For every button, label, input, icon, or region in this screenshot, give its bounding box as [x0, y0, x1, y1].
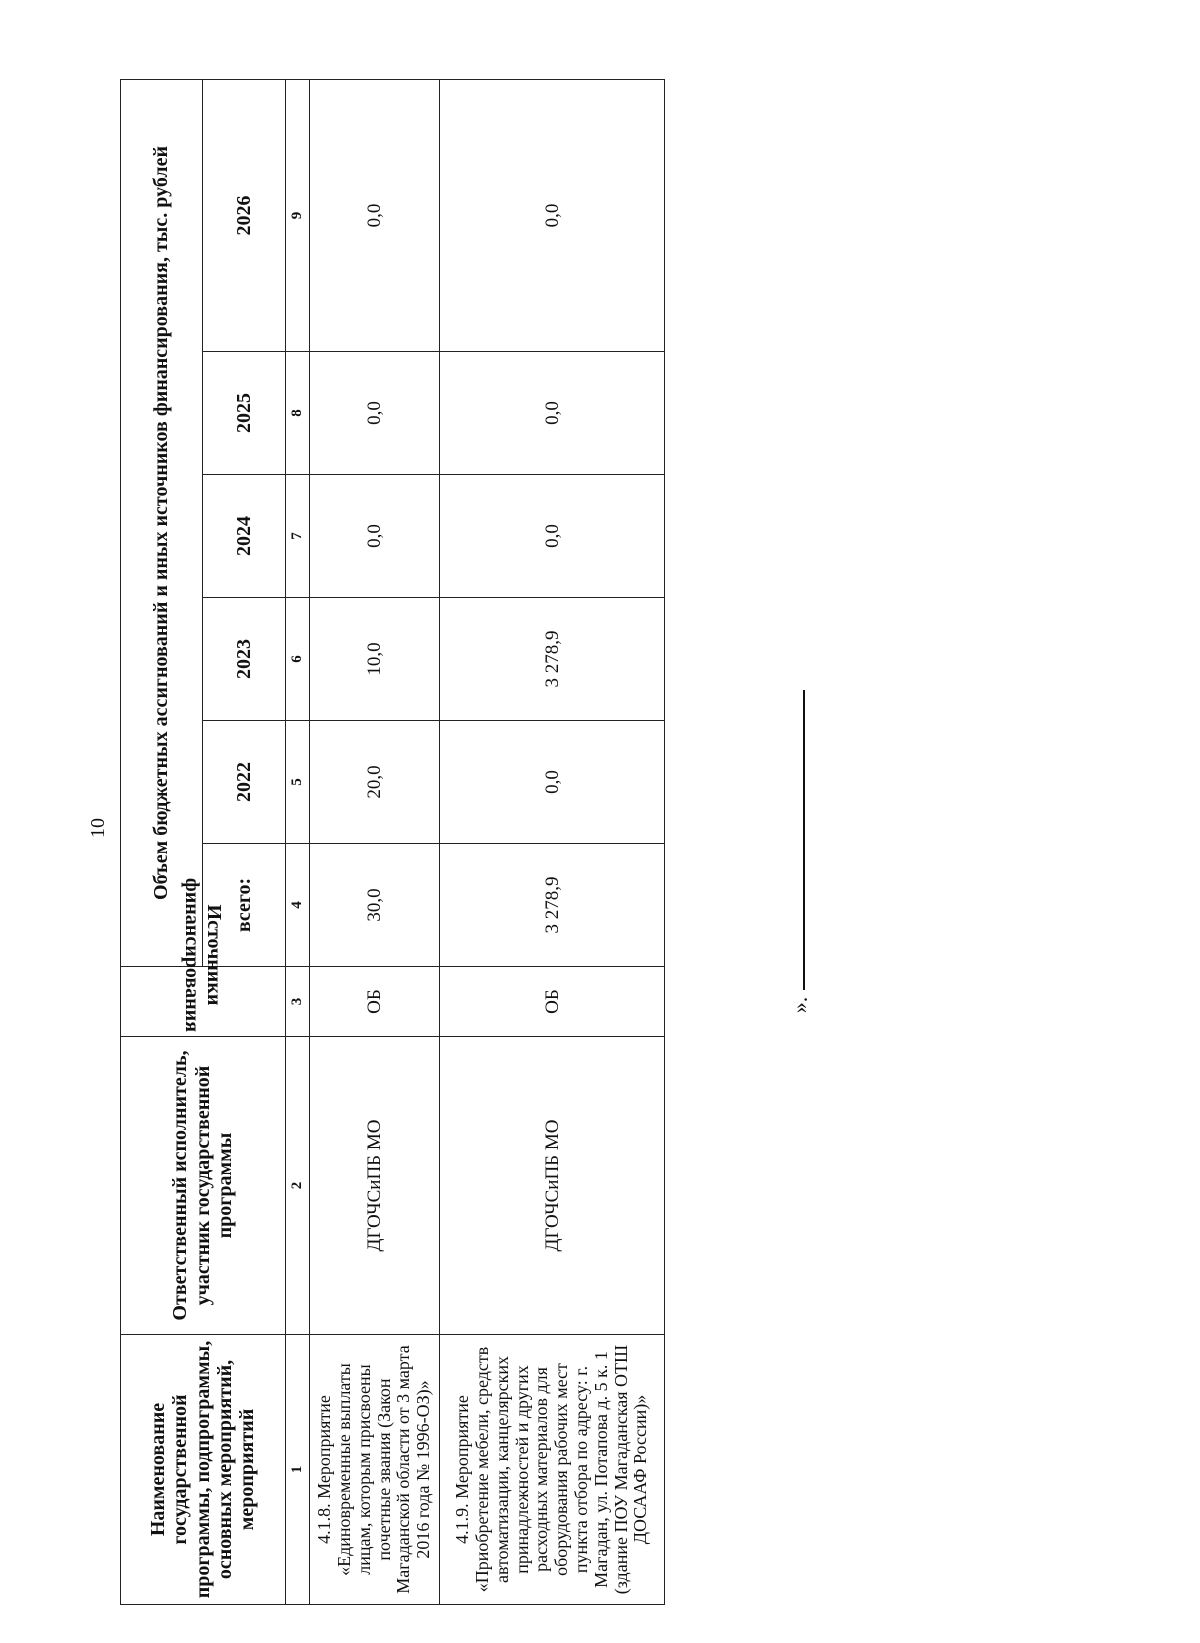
row-2024: 0,0: [309, 475, 440, 598]
header-year-2026: 2026: [203, 79, 285, 351]
row-2025: 0,0: [309, 352, 440, 475]
row-2024: 0,0: [440, 475, 665, 598]
header-total: всего:: [203, 844, 285, 967]
column-number: 6: [285, 598, 309, 721]
row-2026: 0,0: [440, 79, 665, 351]
column-number-row: [285, 79, 309, 1604]
page-number: 10: [87, 818, 109, 838]
row-2022: 0,0: [440, 721, 665, 844]
row-2023: 3 278,9: [440, 598, 665, 721]
table-row: [440, 79, 665, 1604]
column-number: 3: [285, 967, 309, 1037]
header-year-2024: 2024: [203, 475, 285, 598]
row-total: 30,0: [309, 844, 440, 967]
closing-quote-mark: ».: [787, 996, 812, 1014]
row-executor: ДГОЧСиПБ МО: [440, 1037, 665, 1335]
column-number: 2: [285, 1037, 309, 1335]
header-year-2023: 2023: [203, 598, 285, 721]
header-name: Наименование государственной программы, подпрограммы, основных мероприятий, мероприятий: [121, 1335, 286, 1605]
column-number: 5: [285, 721, 309, 844]
closing-block: [780, 690, 820, 1030]
row-name: 4.1.9. Мероприятие «Приобретение мебели, средств автоматизации, канцелярских принадлежностей и других расходных материалов для оборудования рабочих мест пункта отбора по адресу: г. Магадан, ул. Потапова д. 5 к. 1 (здание ПОУ Магаданская ОТШ ДОСААФ России)»: [440, 1335, 665, 1605]
row-total: 3 278,9: [440, 844, 665, 967]
column-number: 8: [285, 352, 309, 475]
funding-table: [120, 79, 665, 1605]
table-row: [309, 79, 440, 1604]
column-number: 4: [285, 844, 309, 967]
row-source: ОБ: [309, 967, 440, 1037]
header-funding-group: Объем бюджетных ассигнований и иных источников финансирования, тыс. рублей: [121, 79, 203, 966]
header-year-2025: 2025: [203, 352, 285, 475]
column-number: 9: [285, 79, 309, 351]
row-name: 4.1.8. Мероприятие «Единовременные выплаты лицам, которым присвоены почетные звания (Закон Магаданской области от 3 марта 2016 года № 1996-ОЗ)»: [309, 1335, 440, 1605]
header-source-text: Источники финансирования: [180, 877, 225, 1033]
column-number: 7: [285, 475, 309, 598]
header-executor: Ответственный исполнитель, участник государственной программы: [121, 1037, 286, 1335]
column-number: 1: [285, 1335, 309, 1605]
funding-table-rotated: [120, 80, 665, 1605]
header-year-2022: 2022: [203, 721, 285, 844]
row-2026: 0,0: [309, 79, 440, 351]
row-executor: ДГОЧСиПБ МО: [309, 1037, 440, 1335]
row-2022: 20,0: [309, 721, 440, 844]
row-source: ОБ: [440, 967, 665, 1037]
closing-rule: [803, 690, 805, 990]
row-2023: 10,0: [309, 598, 440, 721]
row-2025: 0,0: [440, 352, 665, 475]
